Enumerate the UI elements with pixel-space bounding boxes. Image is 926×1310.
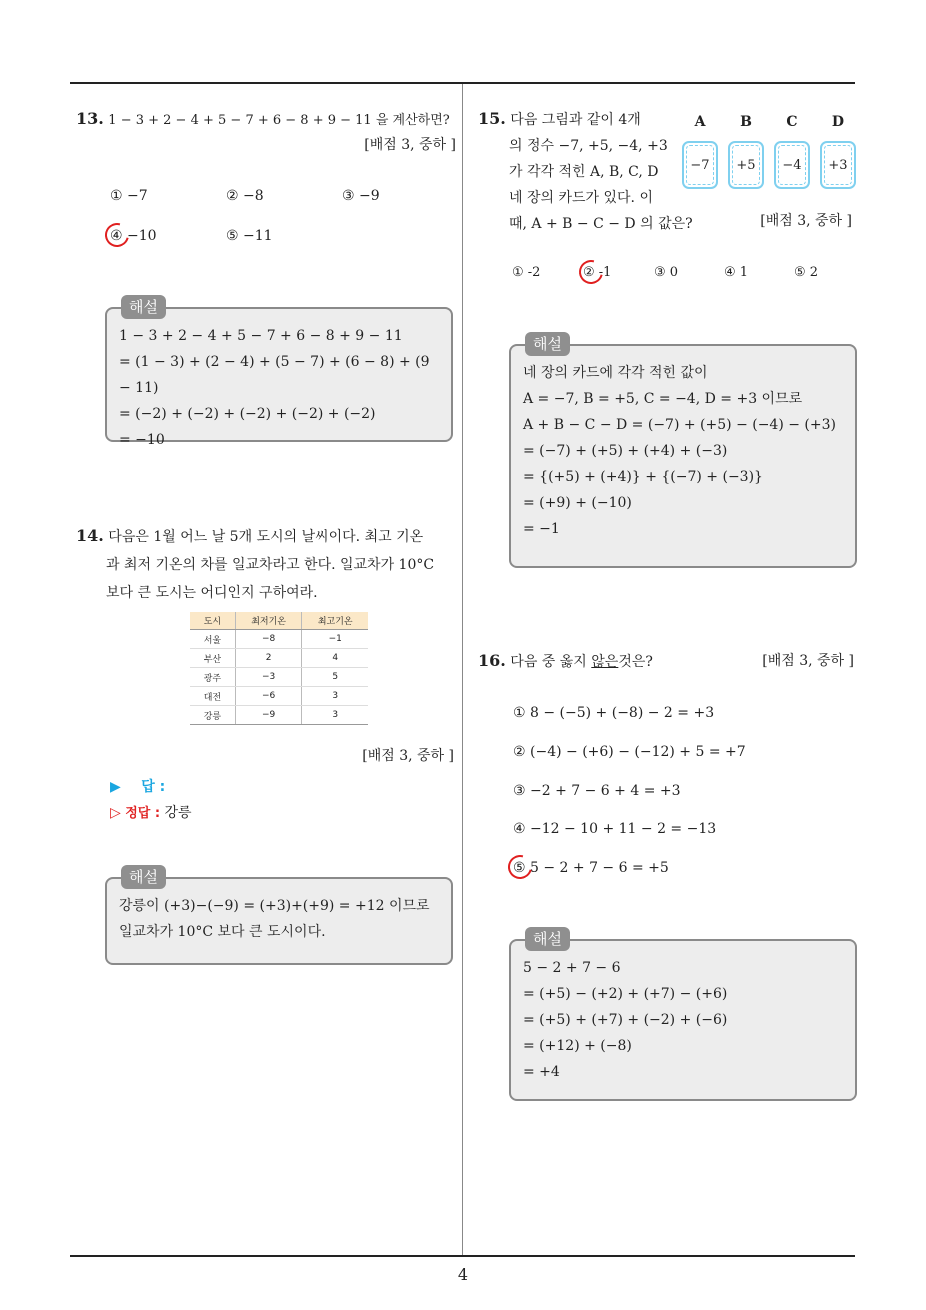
solution-box-15 — [509, 335, 857, 568]
question-text: 다음 중 옳지 — [510, 654, 592, 670]
solution-line: = (+5) + (+7) + (−2) + (−6) — [523, 1012, 728, 1028]
solution-box-13 — [105, 298, 453, 448]
table-cell: −6 — [235, 687, 302, 706]
solution-line: 네 장의 카드에 각각 적힌 값이 — [523, 365, 708, 381]
solution-tag: 해설 — [525, 927, 570, 951]
solution-line: = (−2) + (−2) + (−2) + (−2) + (−2) — [119, 406, 376, 422]
table-cell: −8 — [235, 630, 302, 649]
choice-5[interactable]: ⑤ −11 — [226, 228, 273, 244]
triangle-outline-icon: ▷ — [110, 805, 121, 821]
choice-3[interactable]: ③ −2 + 7 − 6 + 4 = +3 — [513, 783, 681, 799]
question-14 — [76, 522, 460, 607]
choice-5[interactable]: ⑤ 2 — [794, 265, 819, 280]
question-16 — [478, 648, 854, 675]
card — [774, 141, 810, 189]
card-value: +3 — [828, 157, 848, 173]
solution-line: = (+5) − (+2) + (+7) − (+6) — [523, 986, 728, 1002]
score-meta: [배점 3, 중하 ] — [362, 748, 454, 764]
question-number: 13. — [76, 109, 104, 128]
choice-1[interactable]: ① −7 — [110, 188, 148, 204]
choice-5[interactable]: ⑤ 5 − 2 + 7 − 6 = +5 — [513, 860, 669, 876]
solution-line: = {(+5) + (+4)} + {(−7) + (−3)} — [523, 469, 763, 485]
table-row — [190, 706, 368, 725]
solution-tag: 해설 — [121, 295, 166, 319]
play-icon: ▶ — [110, 779, 121, 795]
column-divider — [462, 84, 463, 1256]
choice-3[interactable]: ③ −9 — [342, 188, 380, 204]
answer-label: 답 : — [141, 779, 166, 795]
card — [728, 141, 764, 189]
table-row — [190, 649, 368, 668]
question-15 — [478, 106, 693, 237]
question-13 — [76, 106, 456, 156]
table-row — [190, 687, 368, 706]
question-number: 16. — [478, 651, 506, 670]
solution-line: 1 − 3 + 2 − 4 + 5 − 7 + 6 − 8 + 9 − 11 — [119, 328, 403, 344]
question-line: 의 정수 −7, +5, −4, +3 — [509, 138, 668, 154]
question-number: 14. — [76, 526, 104, 545]
table-cell: −3 — [235, 668, 302, 687]
selected-answer-mark — [504, 851, 537, 884]
table-cell: 강릉 — [190, 706, 235, 725]
choice-1[interactable]: ① -2 — [512, 265, 541, 280]
correct-value: 강릉 — [164, 805, 192, 821]
choice-1[interactable]: ① 8 − (−5) + (−8) − 2 = +3 — [513, 705, 715, 721]
page-number: 4 — [457, 1265, 469, 1284]
table-cell: 3 — [302, 687, 368, 706]
solution-line: = −1 — [523, 521, 560, 537]
question-line: 때, A + B − C − D 의 값은? — [509, 216, 693, 232]
card-value: −7 — [690, 157, 710, 173]
solution-line: = (1 − 3) + (2 − 4) + (5 − 7) + (6 − 8) + (9 − 11) — [119, 354, 430, 396]
card-label: A — [694, 114, 706, 130]
bottom-rule — [70, 1255, 855, 1257]
card-label: D — [831, 114, 845, 130]
table-cell: 서울 — [190, 630, 235, 649]
question-line: 네 장의 카드가 있다. 이 — [509, 190, 653, 206]
solution-box-14 — [105, 868, 453, 965]
solution-line: = (+12) + (−8) — [523, 1038, 632, 1054]
question-line: 다음 그림과 같이 4개 — [510, 112, 641, 128]
solution-box-16 — [509, 930, 857, 1101]
underlined-text: 않은 — [591, 654, 619, 670]
choice-2[interactable]: ② (−4) − (+6) − (−12) + 5 = +7 — [513, 744, 746, 760]
table-cell: 3 — [302, 706, 368, 725]
question-line: 과 최저 기온의 차를 일교차라고 한다. 일교차가 10°C — [106, 557, 435, 573]
choice-2[interactable]: ② -1 — [583, 265, 612, 280]
table-cell: −9 — [235, 706, 302, 725]
weather-table — [190, 612, 368, 725]
choice-4[interactable]: ④ −12 − 10 + 11 − 2 = −13 — [513, 821, 717, 837]
question-line: 다음은 1월 어느 날 5개 도시의 날씨이다. 최고 기온 — [108, 529, 424, 545]
solution-line: 일교차가 10°C 보다 큰 도시이다. — [119, 924, 326, 940]
choice-3[interactable]: ③ 0 — [654, 265, 679, 280]
correct-label: 정답 : — [125, 806, 161, 821]
solution-tag: 해설 — [525, 332, 570, 356]
table-cell: 5 — [302, 668, 368, 687]
solution-line: 강릉이 (+3)−(−9) = (+3)+(+9) = +12 이므로 — [119, 898, 430, 914]
question-number: 15. — [478, 109, 506, 128]
table-row — [190, 630, 368, 649]
question-line: 보다 큰 도시는 어디인지 구하여라. — [106, 585, 318, 601]
choice-4[interactable]: ④ −10 — [110, 228, 157, 244]
score-meta: [배점 3, 중하 ] — [760, 213, 852, 229]
table-cell: 4 — [302, 649, 368, 668]
choice-4[interactable]: ④ 1 — [724, 265, 749, 280]
solution-line: = +4 — [523, 1064, 560, 1080]
table-cell: 2 — [235, 649, 302, 668]
table-cell: 부산 — [190, 649, 235, 668]
table-cell: 대전 — [190, 687, 235, 706]
card-value: −4 — [782, 157, 802, 173]
answer-row — [110, 776, 165, 796]
card — [820, 141, 856, 189]
selected-answer-mark — [575, 256, 608, 289]
table-cell: −1 — [302, 630, 368, 649]
solution-tag: 해설 — [121, 865, 166, 889]
solution-line: 5 − 2 + 7 − 6 — [523, 960, 621, 976]
question-line: 가 각각 적힌 A, B, C, D — [509, 164, 659, 180]
selected-answer-mark — [101, 219, 134, 252]
solution-line: A = −7, B = +5, C = −4, D = +3 이므로 — [523, 391, 803, 407]
correct-answer-row — [110, 802, 192, 822]
card-label: B — [740, 114, 752, 130]
solution-line: = (+9) + (−10) — [523, 495, 632, 511]
solution-line: = (−7) + (+5) + (+4) + (−3) — [523, 443, 728, 459]
score-meta: [배점 3, 중하 ] — [364, 137, 456, 153]
table-header: 최고기온 — [302, 612, 368, 630]
table-header: 도시 — [190, 612, 235, 630]
card-label: C — [786, 114, 798, 130]
score-meta: [배점 3, 중하 ] — [762, 653, 854, 669]
choice-2[interactable]: ② −8 — [226, 188, 264, 204]
solution-line: A + B − C − D = (−7) + (+5) − (−4) − (+3) — [523, 417, 836, 433]
table-header: 최저기온 — [235, 612, 302, 630]
solution-line: = −10 — [119, 432, 165, 448]
card-value: +5 — [736, 157, 756, 173]
table-cell: 광주 — [190, 668, 235, 687]
question-text: 1 − 3 + 2 − 4 + 5 − 7 + 6 − 8 + 9 − 11 을 계산하면? — [108, 113, 450, 128]
table-row — [190, 668, 368, 687]
card — [682, 141, 718, 189]
question-text-end: 것은? — [618, 654, 653, 670]
